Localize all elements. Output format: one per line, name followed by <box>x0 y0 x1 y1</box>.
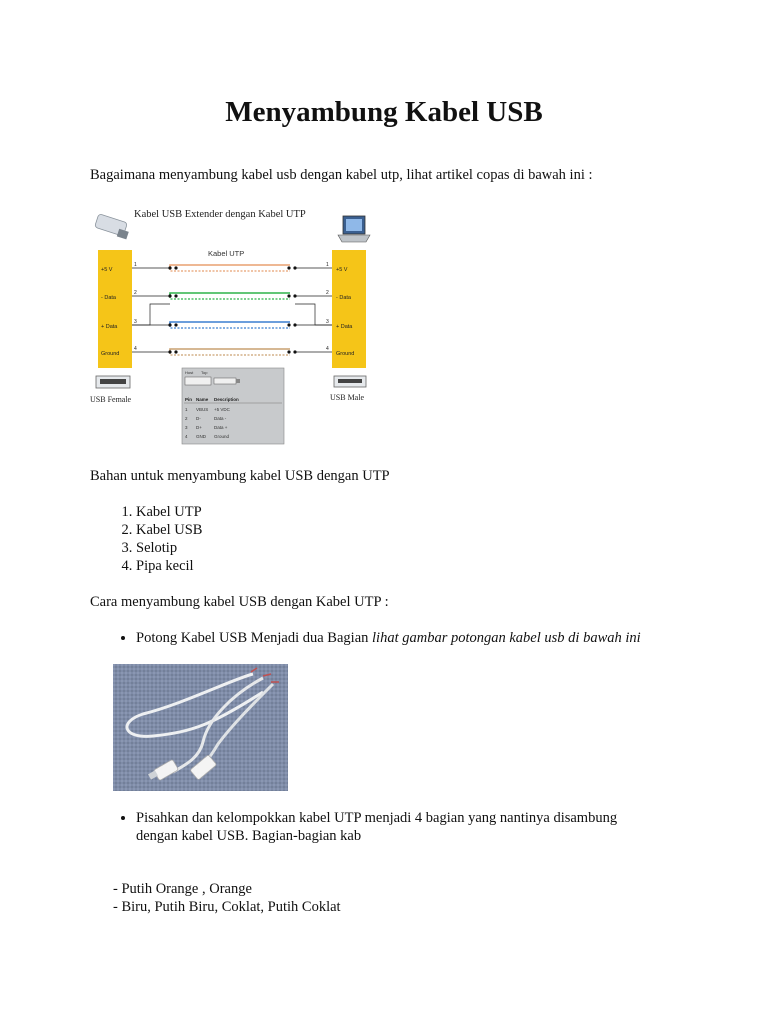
wire-joint <box>174 350 177 353</box>
table-cell: +5 VDC <box>214 407 230 412</box>
step1-italic-note: lihat gambar potongan kabel usb di bawah ini <box>372 630 641 646</box>
usb-cable-photo-svg <box>113 664 288 791</box>
wire-joint <box>287 266 290 269</box>
table-cell: Ground <box>214 434 230 439</box>
right-pin-label: Ground <box>336 351 355 357</box>
list-item: 2. Kabel USB <box>136 521 202 539</box>
left-pin-label: + Data <box>101 324 118 330</box>
left-pin-number: 1 <box>134 262 137 268</box>
list-item: 1. Kabel UTP <box>136 503 202 521</box>
left-pin-label: Ground <box>101 351 120 357</box>
diagram-heading: Kabel USB Extender dengan Kabel UTP <box>134 209 306 220</box>
wire-joint <box>168 350 171 353</box>
table-cell: 3 <box>185 425 188 430</box>
wire-joint <box>293 350 296 353</box>
wire-joint <box>174 266 177 269</box>
materials-list <box>90 503 202 575</box>
usb-male-connector-icon <box>334 376 366 387</box>
usb-female-connector-icon <box>96 376 130 388</box>
left-pin-label: - Data <box>101 295 116 301</box>
wire-joint <box>293 294 296 297</box>
step-list-1 <box>90 629 641 647</box>
table-cell: Data - <box>214 416 227 421</box>
list-item: 4. Pipa kecil <box>136 557 202 575</box>
left-pin-number: 3 <box>134 319 137 325</box>
right-connector-label: USB Male <box>330 393 364 402</box>
cable-label: Kabel UTP <box>208 249 245 258</box>
group-line-2: - Biru, Putih Biru, Coklat, Putih Coklat <box>113 899 341 915</box>
wire-joint <box>287 350 290 353</box>
wiring-diagram-svg <box>90 204 375 446</box>
wire-joint <box>287 323 290 326</box>
left-pin-number: 4 <box>134 346 137 352</box>
wire-joint <box>168 294 171 297</box>
left-pin-number: 2 <box>134 290 137 296</box>
steps-heading: Cara menyambung kabel USB dengan Kabel UTP : <box>90 594 389 610</box>
table-cell: VBUS <box>196 407 209 412</box>
list-item <box>136 809 617 845</box>
table-cell: 1 <box>185 407 188 412</box>
table-header-cell: Description <box>214 397 239 402</box>
table-header-cell: Pin <box>185 397 193 402</box>
left-pin-label: +5 V <box>101 267 113 273</box>
table-cell: GND <box>196 434 206 439</box>
laptop-icon <box>338 216 370 242</box>
right-pin-number: 2 <box>326 290 329 296</box>
table-cell: Data + <box>214 425 228 430</box>
pin-description-table <box>182 368 284 444</box>
table-host-label: Host <box>185 370 194 375</box>
wire-joint <box>168 323 171 326</box>
list-item <box>136 629 641 647</box>
table-header-cell: Name <box>196 397 209 402</box>
step1-text: Potong Kabel USB Menjadi dua Bagian <box>136 630 373 646</box>
intro-paragraph: Bagaimana menyambung kabel usb dengan kabel utp, lihat artikel copas di bawah ini : <box>90 167 593 183</box>
wire-joint <box>174 323 177 326</box>
page-title: Menyambung Kabel USB <box>225 96 543 128</box>
wire-joint <box>293 323 296 326</box>
usb-utp-wiring-diagram <box>90 204 375 446</box>
right-pin-number: 3 <box>326 319 329 325</box>
materials-heading: Bahan untuk menyambung kabel USB dengan UTP <box>90 468 390 484</box>
left-connector-label: USB Female <box>90 395 132 404</box>
right-pin-label: - Data <box>336 295 351 301</box>
right-pin-number: 4 <box>326 346 329 352</box>
right-pin-number: 1 <box>326 262 329 268</box>
table-cell: D- <box>196 416 201 421</box>
group-line-1: - Putih Orange , Orange <box>113 881 252 897</box>
table-cell: 4 <box>185 434 188 439</box>
wire-joint <box>168 266 171 269</box>
table-cell: 2 <box>185 416 188 421</box>
table-cell: D+ <box>196 425 202 430</box>
list-item: 3. Selotip <box>136 539 202 557</box>
usb-cable-photo <box>113 664 288 791</box>
right-pin-label: +5 V <box>336 267 348 273</box>
table-top-label: Top <box>201 370 208 375</box>
wire-joint <box>287 294 290 297</box>
wire-joint <box>293 266 296 269</box>
step2-line2: dengan kabel USB. Bagian-bagian kab <box>136 828 362 844</box>
step-list-2 <box>90 809 617 845</box>
step2-line1: Pisahkan dan kelompokkan kabel UTP menjadi 4 bagian yang nantinya disambung <box>136 810 618 826</box>
right-pin-label: + Data <box>336 324 353 330</box>
wire-joint <box>174 294 177 297</box>
